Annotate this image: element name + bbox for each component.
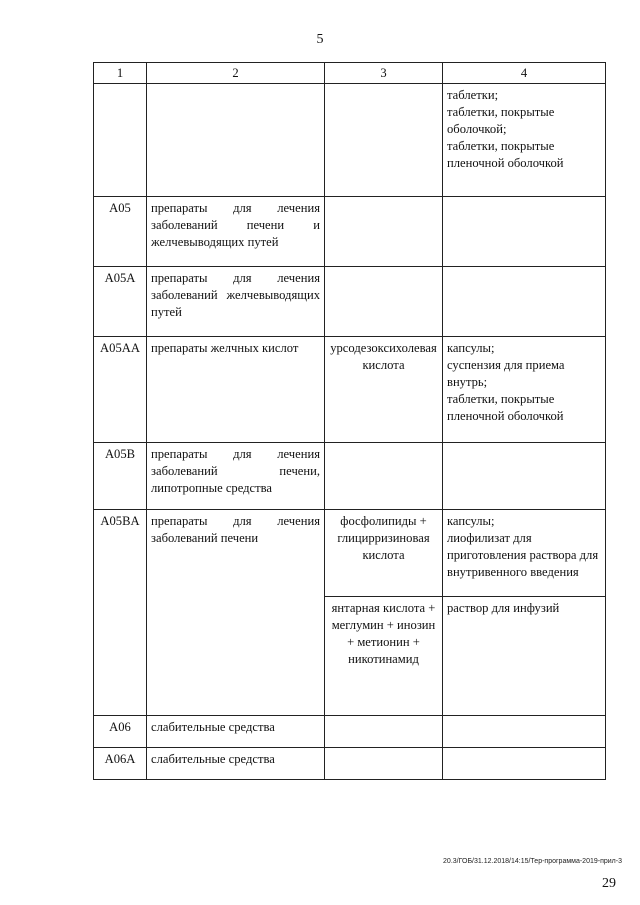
atc-code-cell: A05BA	[94, 510, 147, 716]
atc-group-cell: препараты для лечения заболеваний печени и желчевыводящих путей	[147, 197, 325, 267]
dosage-form: таблетки, покрытые пленочной оболочкой	[447, 139, 564, 170]
drug-name-cell: урсодезоксихолевая кислота	[325, 337, 443, 443]
atc-code-cell: A06	[94, 716, 147, 748]
dosage-form: таблетки, покрытые оболочкой;	[447, 105, 555, 136]
dosage-form-cell	[443, 337, 606, 443]
atc-group-cell: препараты желчных кислот	[147, 337, 325, 443]
dosage-form-cell	[443, 748, 606, 780]
drug-name-cell: янтарная кислота + меглумин + инозин + метионин + никотинамид	[325, 597, 443, 716]
dosage-form-cell	[443, 197, 606, 267]
dosage-form: раствор для инфузий	[447, 601, 560, 615]
atc-code-cell: A06A	[94, 748, 147, 780]
page-number-top: 5	[316, 32, 324, 47]
dosage-form: таблетки;	[447, 88, 499, 102]
atc-group-cell: препараты для лечения заболеваний печени, липотропные средства	[147, 443, 325, 510]
atc-group-cell: препараты для лечения заболеваний желчевыводящих путей	[147, 267, 325, 337]
drug-name-cell	[325, 84, 443, 197]
dosage-form: капсулы;	[447, 341, 495, 355]
dosage-form: таблетки, покрытые пленочной оболочкой	[447, 392, 564, 423]
atc-code-cell: A05	[94, 197, 147, 267]
atc-code-cell: A05B	[94, 443, 147, 510]
atc-code-cell: A05AA	[94, 337, 147, 443]
dosage-form-cell	[443, 84, 606, 197]
drug-name-cell	[325, 748, 443, 780]
drug-name-cell	[325, 267, 443, 337]
dosage-form: капсулы;	[447, 514, 495, 528]
column-header: 2	[147, 63, 325, 84]
table-header-row	[94, 63, 606, 84]
drug-list-table	[93, 62, 606, 780]
dosage-form-cell	[443, 597, 606, 716]
drug-name-cell	[325, 716, 443, 748]
table-row	[94, 748, 606, 780]
column-header: 3	[325, 63, 443, 84]
dosage-form-cell	[443, 510, 606, 597]
atc-group-cell: препараты для лечения заболеваний печени	[147, 510, 325, 716]
dosage-form-cell	[443, 443, 606, 510]
table-row	[94, 337, 606, 443]
column-header: 4	[443, 63, 606, 84]
dosage-form-cell	[443, 716, 606, 748]
table-row	[94, 443, 606, 510]
drug-name-cell	[325, 197, 443, 267]
table-row	[94, 84, 606, 197]
dosage-form: лиофилизат для приготовления раствора для внутривенного введения	[447, 531, 599, 579]
atc-code-cell	[94, 84, 147, 197]
table-row	[94, 716, 606, 748]
table-row	[94, 197, 606, 267]
column-header: 1	[94, 63, 147, 84]
drug-name-cell: фосфолипиды + глицирризиновая кислота	[325, 510, 443, 597]
atc-group-cell	[147, 84, 325, 197]
atc-group-cell: слабительные средства	[147, 716, 325, 748]
table-row	[94, 267, 606, 337]
table-row	[94, 510, 606, 597]
atc-code-cell: A05A	[94, 267, 147, 337]
document-footer-stamp: 20.3/ГОБ/31.12.2018/14:15/Тер-программа-2019-прил-3	[443, 858, 622, 865]
drug-name-cell	[325, 443, 443, 510]
page-number-bottom: 29	[602, 876, 616, 891]
dosage-form: суспензия для приема внутрь;	[447, 358, 565, 389]
dosage-form-cell	[443, 267, 606, 337]
atc-group-cell: слабительные средства	[147, 748, 325, 780]
